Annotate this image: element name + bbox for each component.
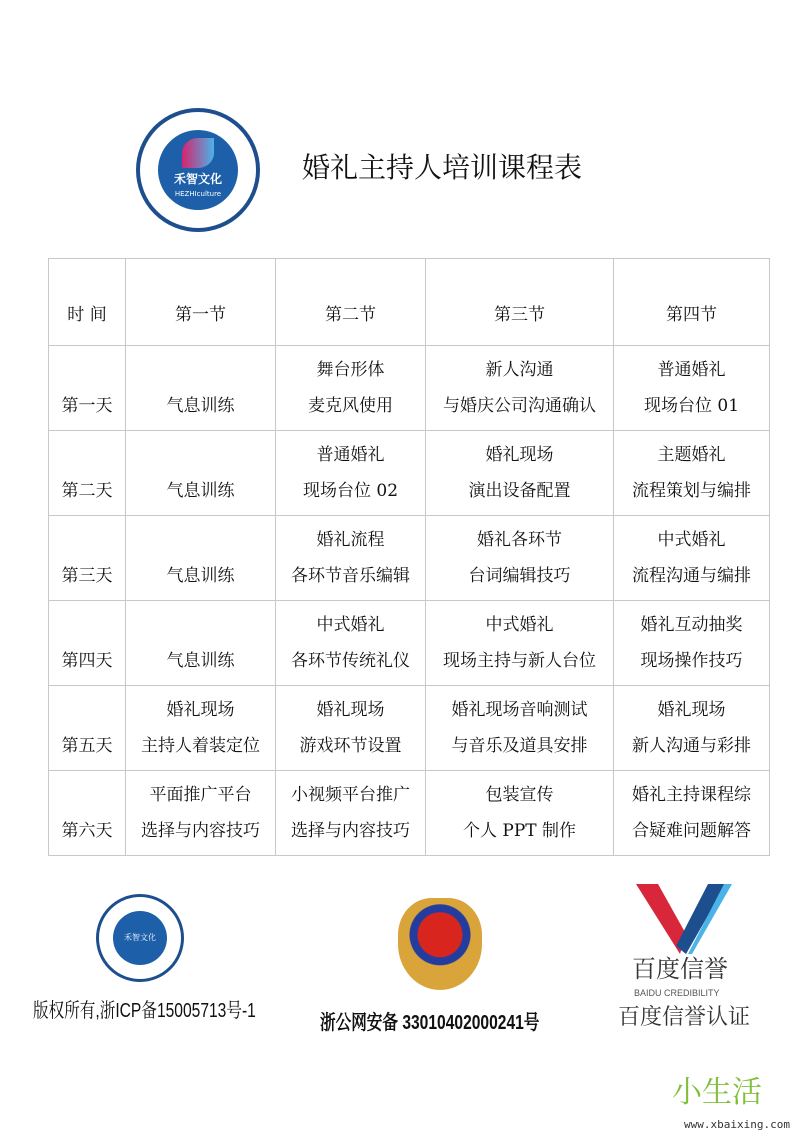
session-line-2: 现场台位 01: [643, 396, 740, 416]
session-line-1: 婚礼流程: [316, 530, 385, 550]
session-cell: [276, 686, 426, 771]
session-line-2: 现场操作技巧: [640, 651, 743, 671]
day-cell: 第四天: [49, 601, 126, 686]
hezhi-seal: 禾智文化: [96, 894, 184, 982]
session-cell: [614, 431, 770, 516]
hezhi-logo: 禾智文化 HEZHIculture: [136, 108, 260, 232]
session-line-1: 新人沟通: [485, 360, 554, 380]
page-title: 婚礼主持人培训课程表: [302, 151, 583, 184]
column-header: 时 间: [49, 259, 126, 346]
session-line-2: 流程策划与编排: [632, 481, 751, 501]
session-line-2: 流程沟通与编排: [632, 566, 751, 586]
column-header: 第二节: [276, 259, 426, 346]
session-cell: [126, 431, 276, 516]
session-cell: [276, 431, 426, 516]
session-cell: [276, 771, 426, 856]
session-line-1: 婚礼现场: [485, 445, 554, 465]
session-cell: [126, 686, 276, 771]
column-header: 第一节: [126, 259, 276, 346]
column-header: 第四节: [614, 259, 770, 346]
session-cell: [614, 346, 770, 431]
day-cell: 第三天: [49, 516, 126, 601]
session-line-2: 气息训练: [166, 566, 235, 586]
session-cell: [426, 771, 614, 856]
session-cell: [126, 771, 276, 856]
baidu-en-text: BAIDU CREDIBILITY: [634, 988, 720, 998]
session-line-2: 气息训练: [166, 481, 235, 501]
session-cell: [426, 686, 614, 771]
session-line-1: 包装宣传: [485, 785, 554, 805]
baidu-v-logo-icon: [636, 884, 732, 954]
table-row: [49, 516, 770, 601]
session-cell: [426, 516, 614, 601]
session-line-1: 婚礼现场音响测试: [451, 700, 588, 720]
session-line-1: 主题婚礼: [657, 445, 726, 465]
day-cell: 第五天: [49, 686, 126, 771]
session-line-1: 婚礼各环节: [477, 530, 562, 550]
session-cell: [426, 601, 614, 686]
session-cell: [126, 601, 276, 686]
session-line-2: 现场台位 02: [302, 481, 399, 501]
session-line-1: [126, 522, 275, 558]
session-line-1: 婚礼现场: [316, 700, 385, 720]
table-row: [49, 431, 770, 516]
session-line-2: 气息训练: [166, 651, 235, 671]
session-line-2: 主持人着装定位: [141, 736, 260, 756]
watermark-url: www.xbaixing.com: [684, 1118, 790, 1131]
copyright-text: 版权所有,浙ICP备15005713号-1: [33, 1000, 256, 1022]
police-record-text: 浙公网安备 33010402000241号: [320, 1012, 540, 1034]
watermark-text: 小生活: [672, 1075, 762, 1110]
session-line-1: 普通婚礼: [657, 360, 726, 380]
baidu-cert-text: 百度信誉认证: [618, 1004, 751, 1029]
session-line-2: 个人 PPT 制作: [462, 821, 577, 841]
day-cell: 第二天: [49, 431, 126, 516]
session-line-2: 麦克风使用: [308, 396, 393, 416]
session-cell: [614, 686, 770, 771]
session-line-2: 选择与内容技巧: [141, 821, 260, 841]
session-line-2: 游戏环节设置: [299, 736, 402, 756]
day-cell: 第六天: [49, 771, 126, 856]
session-line-2: 现场主持与新人台位: [443, 651, 596, 671]
session-line-1: [126, 437, 275, 473]
session-line-2: 气息训练: [166, 396, 235, 416]
session-line-1: 小视频平台推广: [291, 785, 410, 805]
session-line-2: 选择与内容技巧: [291, 821, 410, 841]
session-line-1: 婚礼互动抽奖: [640, 615, 743, 635]
session-line-1: [126, 607, 275, 643]
session-cell: [426, 431, 614, 516]
session-cell: [614, 516, 770, 601]
session-line-2: 合疑难问题解答: [632, 821, 751, 841]
session-line-2: 演出设备配置: [468, 481, 571, 501]
session-line-1: 中式婚礼: [485, 615, 554, 635]
baidu-logo-text: 百度信誉: [632, 956, 728, 983]
session-line-1: 婚礼现场: [657, 700, 726, 720]
session-line-1: 中式婚礼: [657, 530, 726, 550]
header-row: [49, 259, 770, 346]
day-cell: 第一天: [49, 346, 126, 431]
session-cell: [126, 346, 276, 431]
session-line-2: 与音乐及道具安排: [451, 736, 588, 756]
session-line-2: 新人沟通与彩排: [632, 736, 751, 756]
schedule-table: [48, 258, 770, 856]
session-line-1: 平面推广平台: [149, 785, 252, 805]
session-cell: [126, 516, 276, 601]
session-cell: [276, 601, 426, 686]
table-row: [49, 771, 770, 856]
session-line-2: 与婚庆公司沟通确认: [443, 396, 596, 416]
session-line-2: 各环节音乐编辑: [291, 566, 410, 586]
session-cell: [426, 346, 614, 431]
session-line-1: 普通婚礼: [316, 445, 385, 465]
session-line-2: 各环节传统礼仪: [291, 651, 410, 671]
session-line-1: [126, 352, 275, 388]
session-line-1: 中式婚礼: [316, 615, 385, 635]
wave-icon: [182, 138, 214, 168]
table-row: [49, 686, 770, 771]
table-row: [49, 346, 770, 431]
session-line-1: 舞台形体: [316, 360, 385, 380]
police-emblem-icon: [398, 898, 482, 990]
session-line-1: 婚礼现场: [166, 700, 235, 720]
session-cell: [614, 601, 770, 686]
session-cell: [276, 516, 426, 601]
column-header: 第三节: [426, 259, 614, 346]
session-line-1: 婚礼主持课程综: [632, 785, 751, 805]
session-cell: [276, 346, 426, 431]
session-cell: [614, 771, 770, 856]
session-line-2: 台词编辑技巧: [468, 566, 571, 586]
table-row: [49, 601, 770, 686]
